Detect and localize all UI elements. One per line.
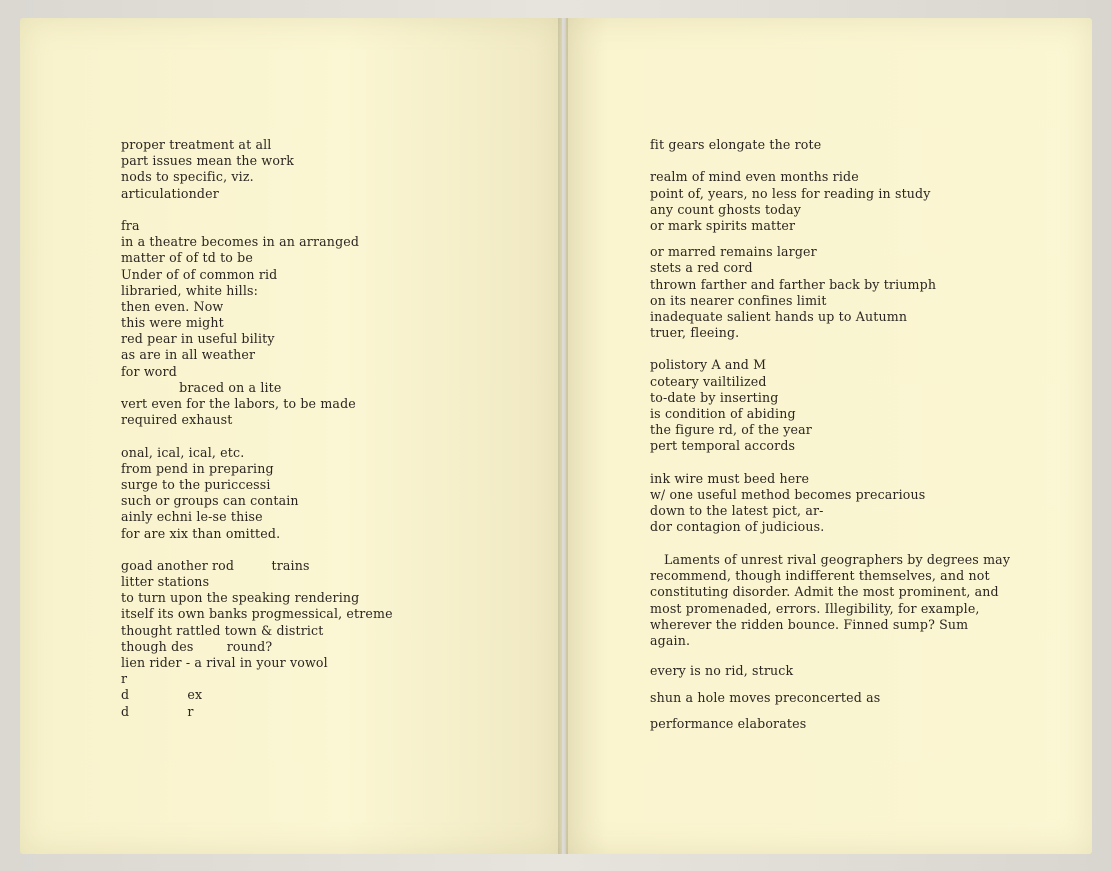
poem-line: d r (121, 703, 194, 719)
poem-line: for are xix than omitted. (121, 525, 281, 541)
poem-line: or marred remains larger (650, 244, 817, 260)
poem-line: point of, years, no less for reading in study (650, 185, 931, 201)
poem-line: from pend in preparing (121, 460, 274, 476)
left-page-text (121, 137, 393, 736)
stanza (121, 137, 393, 202)
poem-line: in a theatre becomes in an arranged (121, 234, 360, 250)
poem-line: proper treatment at all (121, 137, 272, 152)
poem-line: vert even for the labors, to be made (121, 396, 356, 411)
poem-line: red pear in useful bility (121, 331, 275, 347)
poem-line: this were might (121, 315, 224, 331)
poem-line: onal, ical, ical, etc. (121, 444, 245, 460)
poem-line: dor contagion of judicious. (650, 519, 825, 535)
poem-line: the figure rd, of the year (650, 422, 812, 438)
poem-line: braced on a lite (121, 379, 282, 395)
poem-line: ink wire must beed here (650, 470, 810, 486)
poem-line: or mark spirits matter (650, 217, 796, 233)
poem-line: fit gears elongate the rote (650, 137, 822, 152)
stanza (650, 244, 1012, 341)
poem-line: then even. Now (121, 298, 224, 314)
poem-line: coteary vailtilized (650, 373, 767, 389)
stanza (121, 558, 393, 720)
book-gutter (558, 18, 568, 854)
poem-line: r (121, 671, 128, 687)
poem-line: surge to the puriccessi (121, 476, 271, 492)
stanza (650, 471, 1012, 536)
prose-paragraph: Laments of unrest rival geographers by degrees may recommend, though indifferent themselves, and not constituting disorder. Admit the most prominent, and most promenaded, errors. Illegibility, for example, wherever the ridden bounce. Finned sump? Sum again. (650, 551, 1011, 649)
poem-line: part issues mean the work (121, 153, 295, 169)
poem-line: though des round? (121, 638, 273, 654)
poem-line: for word (121, 363, 177, 379)
stanza (121, 445, 393, 542)
poem-line: w/ one useful method becomes precarious (650, 486, 926, 502)
poem-line: matter of of td to be (121, 250, 253, 266)
poem-line: to-date by inserting (650, 389, 779, 405)
stanza (121, 218, 393, 428)
poem-line: performance elaborates (650, 715, 807, 731)
poem-line: every is no rid, struck (650, 663, 794, 679)
poem-line: shun a hole moves preconcerted as (650, 689, 881, 705)
poem-line: Under of of common rid (121, 266, 278, 282)
stanza (650, 357, 1012, 454)
right-page-text (650, 137, 1012, 732)
poem-line: thrown farther and farther back by triumph (650, 276, 937, 292)
poem-line: on its nearer confines limit (650, 292, 827, 308)
poem-line: nods to specific, viz. (121, 169, 254, 185)
poem-line: thought rattled town & district (121, 622, 324, 638)
poem-line: required exhaust (121, 412, 233, 428)
poem-line: goad another rod trains (121, 557, 310, 573)
poem-line: realm of mind even months ride (650, 169, 859, 185)
poem-line: such or groups can contain (121, 493, 299, 509)
poem-line: polistory A and M (650, 357, 767, 373)
poem-line: d ex (121, 687, 203, 703)
poem-line: to turn upon the speaking rendering (121, 590, 360, 606)
poem-line: is condition of abiding (650, 406, 796, 421)
poem-line: pert temporal accords (650, 438, 796, 454)
poem-line: down to the latest pict, ar- (650, 503, 824, 519)
poem-line: ainly echni le-se thise (121, 509, 263, 525)
stanza (650, 137, 1012, 153)
poem-line: itself its own banks progmessical, etreme (121, 606, 393, 622)
poem-line: stets a red cord (650, 260, 753, 276)
poem-line: litter stations (121, 574, 210, 590)
stanza (650, 169, 1012, 234)
poem-line: truer, fleeing. (650, 325, 740, 341)
poem-line: fra (121, 217, 140, 233)
poem-line: libraried, white hills: (121, 282, 259, 298)
poem-line: lien rider - a rival in your vowol (121, 655, 328, 670)
poem-line: articulationder (121, 185, 219, 201)
poem-line: as are in all weather (121, 347, 256, 363)
poem-line: inadequate salient hands up to Autumn (650, 308, 908, 324)
poem-line: any count ghosts today (650, 201, 802, 217)
